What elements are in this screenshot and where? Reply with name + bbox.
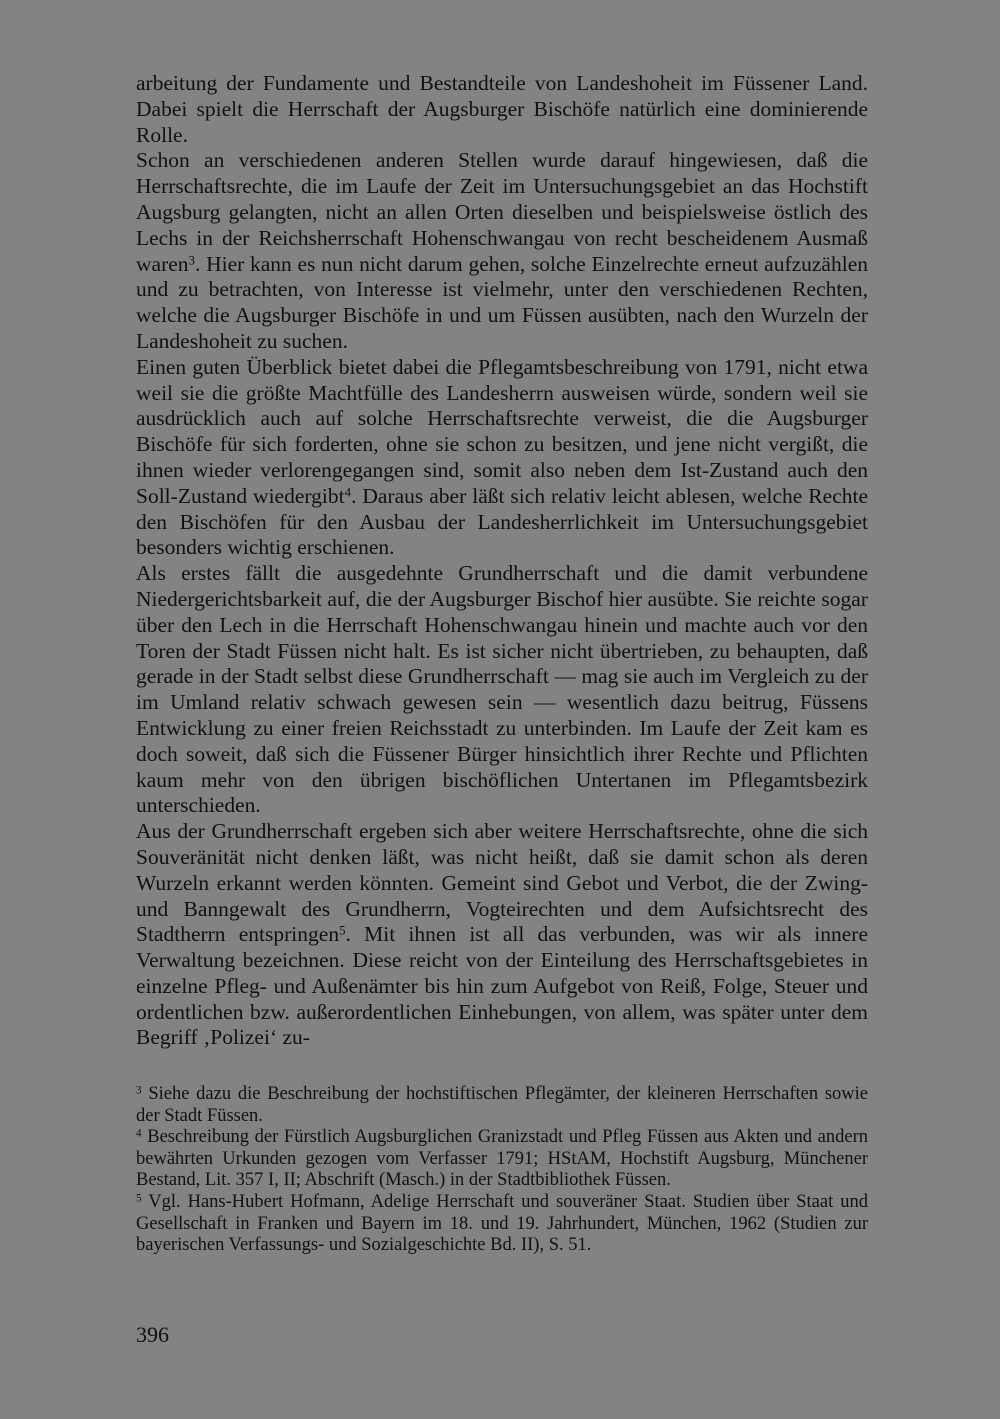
footnote-text: Siehe dazu die Beschreibung der hochstiftischen Pflegämter, der kleineren Herrschaften sowie der Stadt Füssen. (136, 1084, 869, 1126)
page-number: 396 (136, 1322, 169, 1347)
paragraph-text: Schon an verschiedenen anderen Stellen wurde darauf hingewiesen, daß die Herrschaftsrechte, die im Laufe der Zeit im Untersuchungsgebiet an das Hochstift Augsburg gelangten, nicht an allen Orten dieselben und beispielsweise östlich des Lechs in der Reichsherrschaft Hohenschwangau von recht bescheidenem Ausmaß waren (136, 148, 868, 276)
paragraph (136, 355, 868, 561)
main-text (136, 71, 868, 1051)
paragraph-text: Aus der Grundherrschaft ergeben sich aber weitere Herrschaftsrechte, ohne die sich Souveränität nicht denken läßt, was nicht heißt, daß sie damit schon als deren Wurzeln erkannt werden könnten. Gemeint sind Gebot und Verbot, die der Zwing- und Banngewalt des Grundherrn, Vogteirechten und dem Aufsichtsrecht des Stadtherrn entspringen (136, 819, 868, 947)
footnote (136, 1192, 868, 1257)
footnote-mark: 5 (136, 1192, 142, 1205)
paragraph-text: . Hier kann es nun nicht darum gehen, solche Einzelrechte erneut aufzuzählen und zu betrachten, von Interesse ist vielmehr, unter den verschiedenen Rechten, welche die Augsburger Bischöfe in und um Füssen ausübten, nach den Wurzeln der Landeshoheit zu suchen. (136, 251, 868, 353)
footnote-reference: 3 (188, 253, 195, 268)
paragraph: arbeitung der Fundamente und Bestandteile von Landeshoheit im Füssener Land. Dabei spielt die Herrschaft der Augsburger Bischöfe natürlich eine dominierende Rolle. (136, 71, 868, 147)
paragraph (136, 148, 868, 354)
footnote-reference: 4 (344, 485, 352, 500)
footnote-text: Beschreibung der Fürstlich Augsburglichen Granizstadt und Pfleg Füssen aus Akten und andern bewährten Urkunden gezogen vom Verfasser 1791; HStAM, Hochstift Augsburg, Münchener Bestand, Lit. 357 I, II; Abschrift (Masch.) in der Stadtbibliothek Füssen. (136, 1127, 869, 1191)
footnote-mark: 4 (136, 1127, 142, 1140)
footnotes (136, 1084, 868, 1257)
paragraph-text: . Daraus aber läßt sich relativ leicht ablesen, welche Rechte den Bischöfen für den Ausbau der Landesherrlichkeit im Untersuchungsgebiet besonders wichtig erschienen. (136, 483, 868, 560)
footnote (136, 1127, 868, 1192)
paragraph-text: Einen guten Überblick bietet dabei die Pflegamtsbeschreibung von 1791, nicht etwa weil sie die größte Machtfülle des Landesherrn ausweisen würde, sondern weil sie ausdrücklich auch auf solche Herrschaftsrechte verweist, die die Augsburger Bischöfe für sich forderten, ohne sie schon zu besitzen, und jene nicht vergißt, die ihnen wieder verlorengegangen sind, somit also neben dem Ist-Zustand auch den Soll-Zustand wiedergibt (136, 354, 868, 508)
footnote-reference: 5 (339, 923, 346, 938)
paragraph (136, 819, 868, 1051)
footnote (136, 1084, 868, 1127)
footnote-mark: 3 (136, 1084, 142, 1097)
footnote-text: Vgl. Hans-Hubert Hofmann, Adelige Herrschaft und souveräner Staat. Studien über Staat und Gesellschaft in Franken und Bayern im 18. und 19. Jahrhundert, München, 1962 (Studien zur bayerischen Verfassungs- und Sozialgeschichte Bd. II), S. 51. (136, 1191, 869, 1256)
paragraph-text: . Mit ihnen ist all das verbunden, was wir als innere Verwaltung bezeichnen. Diese reicht von der Einteilung des Herrschaftsgebietes in einzelne Pfleg- und Außenämter bis hin zum Aufgebot von Reiß, Folge, Steuer und ordentlichen bzw. außerordentlichen Einhebungen, von allem, was später unter dem Begriff ‚Polizei‘ zu- (136, 922, 868, 1050)
paragraph: Als erstes fällt die ausgedehnte Grundherrschaft und die damit verbundene Niedergerichtsbarkeit auf, die der Augsburger Bischof hier ausübte. Sie reichte sogar über den Lech in die Herrschaft Hohenschwangau hinein und machte auch vor den Toren der Stadt Füssen nicht halt. Es ist sicher nicht übertrieben, zu behaupten, daß gerade in der Stadt selbst diese Grundherrschaft — mag sie auch im Vergleich zu der im Umland relativ schwach gewesen sein — wesentlich dazu beitrug, Füssens Entwicklung zu einer freien Reichsstadt zu unterbinden. Im Laufe der Zeit kam es doch soweit, daß sich die Füssener Bürger hinsichtlich ihrer Rechte und Pflichten kaum mehr von den übrigen bischöflichen Untertanen im Pflegamtsbezirk unterschieden. (136, 561, 868, 818)
